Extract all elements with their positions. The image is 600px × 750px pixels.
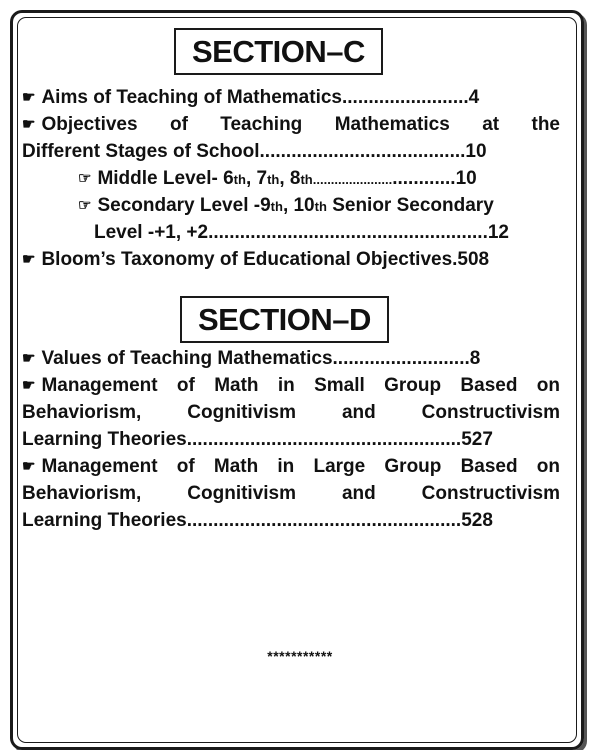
middle-level-text: , 7 xyxy=(245,168,268,189)
toc-item-objectives-text2: Different Stages of School.......................................10 xyxy=(22,141,487,162)
toc-item-large-group-line1 xyxy=(22,453,560,481)
section-c-title: SECTION–C xyxy=(174,28,383,75)
ordinal-suffix: th xyxy=(267,172,280,187)
middle-level-page: ............10 xyxy=(392,168,477,189)
secondary-level-label: Secondary Level -9 xyxy=(97,195,271,216)
toc-item-blooms xyxy=(22,246,560,274)
toc-item-objectives-line2 xyxy=(22,138,560,165)
pointing-hand-outline-icon: ☞ xyxy=(78,170,92,187)
secondary-level-text: , 10 xyxy=(282,195,315,216)
leader-dots: ...................... xyxy=(312,172,393,187)
pointing-hand-icon: ☛ xyxy=(22,377,36,394)
ordinal-suffix: th xyxy=(314,199,327,214)
ordinal-suffix: th xyxy=(270,199,283,214)
small-group-text1: Management of Math in Small Group Based on xyxy=(41,375,560,396)
toc-item-values-text: Values of Teaching Mathematics..........................8 xyxy=(41,348,481,369)
small-group-text3: Learning Theories....................................................527 xyxy=(22,429,493,450)
toc-item-large-group-line3 xyxy=(22,507,560,534)
toc-item-objectives-line1 xyxy=(22,111,560,139)
middle-level-text: , 8 xyxy=(279,168,301,189)
pointing-hand-outline-icon: ☞ xyxy=(78,197,92,214)
toc-subitem-secondary-level-line2 xyxy=(94,219,560,246)
large-group-text1: Management of Math in Large Group Based on xyxy=(41,456,560,477)
toc-item-small-group-line3 xyxy=(22,426,560,453)
large-group-text2: Behaviorism, Cognitivism and Constructivism xyxy=(22,483,560,504)
ordinal-suffix: th xyxy=(300,172,313,187)
toc-subitem-secondary-level xyxy=(78,192,560,220)
pointing-hand-icon: ☛ xyxy=(22,89,36,106)
toc-item-small-group-line2 xyxy=(22,399,560,426)
secondary-level-text: Senior Secondary xyxy=(326,195,494,216)
ordinal-suffix: th xyxy=(233,172,246,187)
small-group-text2: Behaviorism, Cognitivism and Constructivism xyxy=(22,402,560,423)
end-stars: *********** xyxy=(267,648,333,664)
toc-item-objectives-text1: Objectives of Teaching Mathematics at the xyxy=(41,114,560,135)
middle-level-label: Middle Level- 6 xyxy=(97,168,234,189)
large-group-text3: Learning Theories....................................................528 xyxy=(22,510,493,531)
pointing-hand-icon: ☛ xyxy=(22,350,36,367)
section-d-title: SECTION–D xyxy=(180,296,389,343)
toc-item-large-group-line2 xyxy=(22,480,560,507)
toc-item-small-group-line1 xyxy=(22,372,560,400)
toc-item-aims-text: Aims of Teaching of Mathematics........................4 xyxy=(41,87,480,108)
secondary-level-text2: Level -+1, +2.....................................................12 xyxy=(94,222,509,243)
toc-subitem-middle-level xyxy=(78,165,560,193)
toc-item-aims xyxy=(22,84,560,112)
pointing-hand-icon: ☛ xyxy=(22,251,36,268)
toc-item-blooms-text: Bloom’s Taxonomy of Educational Objectives.508 xyxy=(41,249,490,270)
pointing-hand-icon: ☛ xyxy=(22,458,36,475)
toc-item-values xyxy=(22,345,560,373)
pointing-hand-icon: ☛ xyxy=(22,116,36,133)
